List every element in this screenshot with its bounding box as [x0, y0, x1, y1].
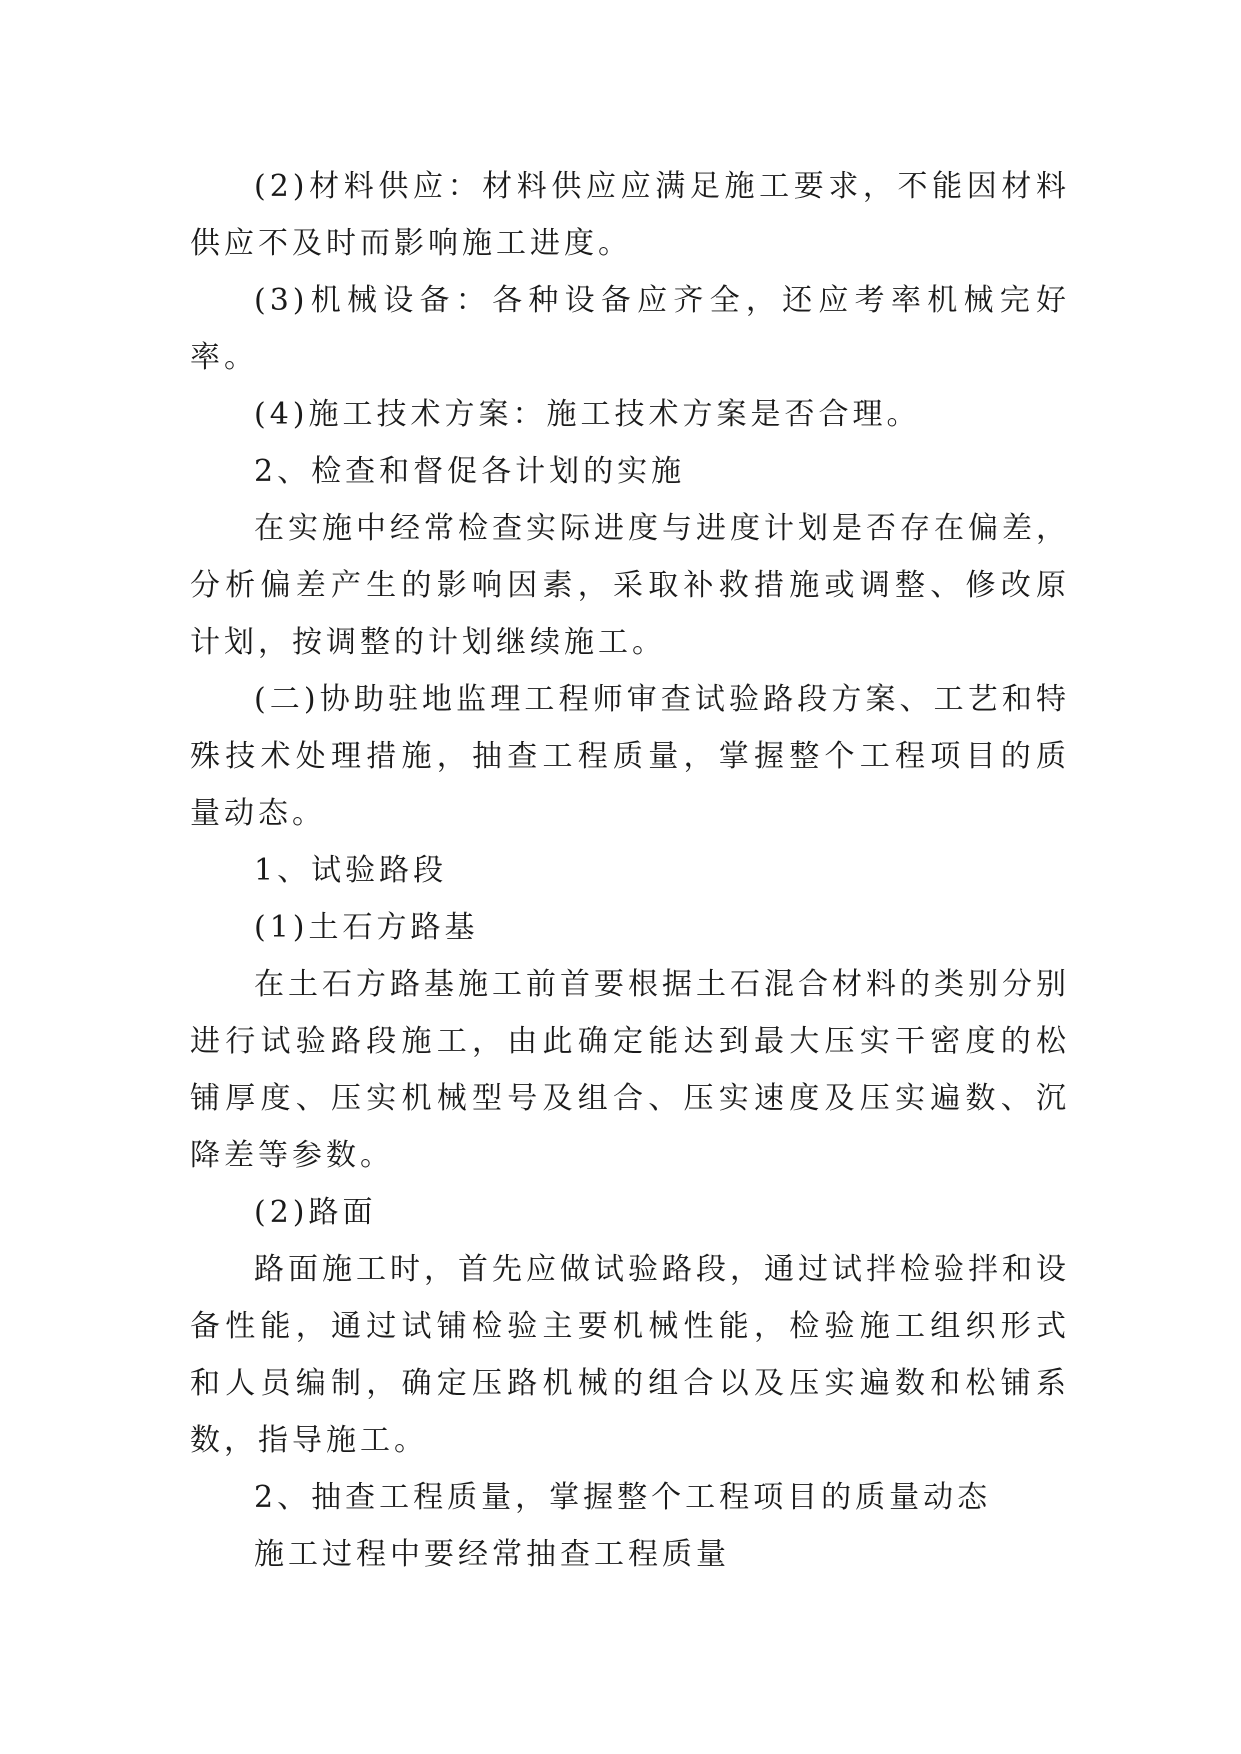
heading-quality-check: 2、抽查工程质量，掌握整个工程项目的质量动态 [254, 1480, 992, 1515]
document-body [190, 158, 1070, 1583]
paragraph-technical-plan: (4)施工技术方案：施工技术方案是否合理。 [254, 397, 921, 432]
heading-assist-engineer: (二)协助驻地监理工程师审查试验路段方案、工艺和特殊技术处理措施，抽查工程质量，掌握整个工程项目的质量动态。 [190, 682, 1070, 831]
paragraph-material-supply: (2)材料供应：材料供应应满足施工要求，不能因材料供应不及时而影响施工进度。 [190, 169, 1070, 261]
heading-test-section: 1、试验路段 [254, 853, 448, 888]
paragraph-earthwork-subgrade: 在土石方路基施工前首要根据土石混合材料的类别分别进行试验路段施工，由此确定能达到最大压实干密度的松铺厚度、压实机械型号及组合、压实速度及压实遍数、沉降差等参数。 [190, 967, 1070, 1173]
heading-pavement: (2)路面 [254, 1195, 377, 1230]
paragraph-pavement: 路面施工时，首先应做试验路段，通过试拌检验拌和设备性能，通过试铺检验主要机械性能，检验施工组织形式和人员编制，确定压路机械的组合以及压实遍数和松铺系数，指导施工。 [190, 1252, 1070, 1458]
paragraph-quality-check: 施工过程中要经常抽查工程质量 [254, 1537, 730, 1572]
paragraph-machinery: (3)机械设备：各种设备应齐全，还应考率机械完好率。 [190, 283, 1070, 375]
paragraph-deviation-check: 在实施中经常检查实际进度与进度计划是否存在偏差，分析偏差产生的影响因素，采取补救措施或调整、修改原计划，按调整的计划继续施工。 [190, 511, 1070, 660]
heading-earthwork-subgrade: (1)土石方路基 [254, 910, 479, 945]
heading-inspect-plans: 2、检查和督促各计划的实施 [254, 454, 686, 489]
